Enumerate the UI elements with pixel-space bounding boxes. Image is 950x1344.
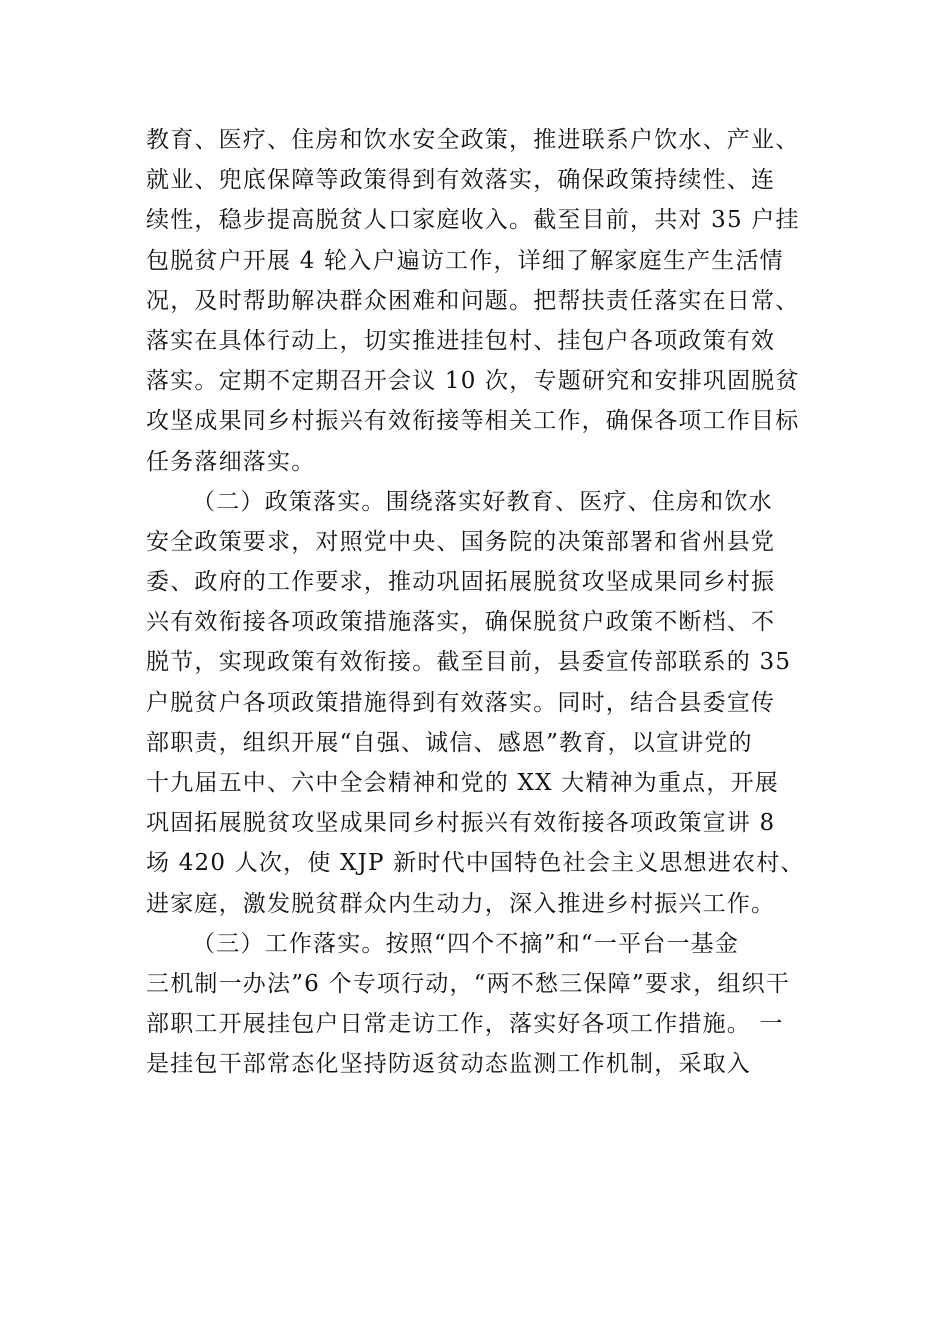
text-line: 续性，稳步提高脱贫人口家庭收入。截至目前，共对 35 户挂: [146, 207, 800, 234]
text-line: 十九届五中、六中全会精神和党的 XX 大精神为重点，开展: [146, 770, 779, 796]
text-line: 巩固拓展脱贫攻坚成果同乡村振兴有效衔接各项政策宣讲 8: [146, 810, 776, 837]
text-line: 委、政府的工作要求，推动巩固拓展脱贫攻坚成果同乡村振: [146, 569, 776, 596]
body-text: [146, 120, 816, 1085]
text-line: 户脱贫户各项政策措施得到有效落实。同时，结合县委宣传: [146, 689, 776, 716]
text-line: 兴有效衔接各项政策措施落实，确保脱贫户政策不断档、不: [146, 609, 776, 636]
text-line: 部职责，组织开展“自强、诚信、感恩”教育，以宣讲党的: [146, 729, 753, 756]
section-heading-line: （二）政策落实。围绕落实好教育、医疗、住房和饮水: [192, 488, 773, 515]
text-line: 包脱贫户开展 4 轮入户遍访工作，详细了解家庭生产生活情: [146, 247, 784, 274]
text-line: 三机制一办法”6 个专项行动，“两不愁三保障”要求，组织干: [146, 970, 791, 997]
text-line: 落实。定期不定期召开会议 10 次，专题研究和安排巩固脱贫: [146, 368, 800, 395]
text-line: 脱节，实现政策有效衔接。截至目前，县委宣传部联系的 35: [146, 649, 792, 676]
text-line: 场 420 人次，使 XJP 新时代中国特色社会主义思想进农村、: [146, 850, 805, 877]
text-line: 教育、医疗、住房和饮水安全政策，推进联系户饮水、产业、: [146, 127, 800, 153]
text-line: 落实在具体行动上，切实推进挂包村、挂包户各项政策有效: [146, 327, 776, 354]
text-line: 是挂包干部常态化坚持防返贫动态监测工作机制，采取入: [146, 1051, 751, 1078]
text-line: 安全政策要求，对照党中央、国务院的决策部署和省州县党: [146, 528, 776, 555]
text-line: 就业、兜底保障等政策得到有效落实，确保政策持续性、连: [146, 167, 776, 194]
text-line: 任务落细落实。: [146, 448, 316, 475]
text-line: 进家庭，激发脱贫群众内生动力，深入推进乡村振兴工作。: [146, 890, 776, 917]
text-line: 部职工开展挂包户日常走访工作，落实好各项工作措施。 一: [146, 1011, 784, 1038]
text-line: 况，及时帮助解决群众困难和问题。把帮扶责任落实在日常、: [146, 287, 800, 314]
text-line: 攻坚成果同乡村振兴有效衔接等相关工作，确保各项工作目标: [146, 408, 800, 435]
section-heading-line: （三）工作落实。按照“四个不摘”和“一平台一基金: [192, 930, 740, 957]
